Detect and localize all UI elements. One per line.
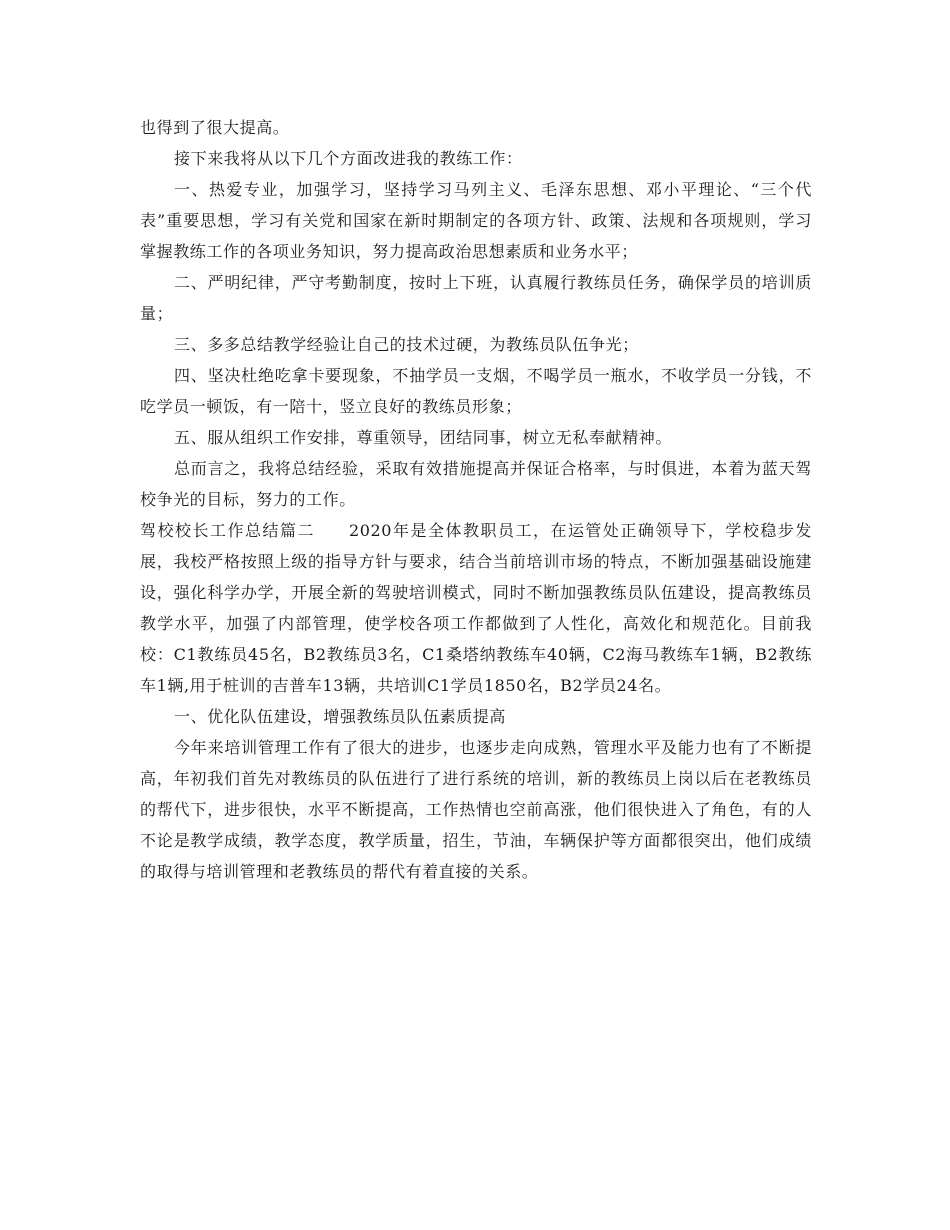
- paragraph-subheading-1: 一、优化队伍建设，增强教练员队伍素质提高: [174, 707, 507, 726]
- section-2-paragraph: [140, 515, 812, 701]
- document-body: [140, 112, 812, 887]
- section-2-heading: 驾校校长工作总结篇二: [140, 521, 315, 540]
- paragraph-intro-improvements: 接下来我将从以下几个方面改进我的教练工作：: [174, 149, 523, 168]
- paragraph-item-3: 三、多多总结教学经验让自己的技术过硬，为教练员队伍争光；: [174, 335, 639, 354]
- paragraph-item-4: 四、坚决杜绝吃拿卡要现象，不抽学员一支烟，不喝学员一瓶水，不收学员一分钱，不吃学员一顿饭，有一陪十，竖立良好的教练员形象；: [140, 366, 812, 416]
- paragraph-item-1: 一、热爱专业，加强学习，坚持学习马列主义、毛泽东思想、邓小平理论、“三个代表”重要思想，学习有关党和国家在新时期制定的各项方针、政策、法规和各项规则，学习掌握教练工作的各项业务知识，努力提高政治思想素质和业务水平；: [140, 180, 812, 261]
- paragraph-item-5: 五、服从组织工作安排，尊重领导，团结同事，树立无私奉献精神。: [174, 428, 673, 447]
- section-2-body: 2020年是全体教职员工，在运管处正确领导下，学校稳步发展，我校严格按照上级的指导方针与要求，结合当前培训市场的特点，不断加强基础设施建设，强化科学办学，开展全新的驾驶培训模式，同时不断加强教练员队伍建设，提高教练员教学水平，加强了内部管理，使学校各项工作都做到了人性化，高效化和规范化。目前我校：C1教练员45名，B2教练员3名，C1桑塔纳教练车40辆，C2海马教练车1辆，B2教练车1辆,用于桩训的吉普车13辆，共培训C1学员1850名，B2学员24名。: [140, 521, 812, 695]
- paragraph-continuation: 也得到了很大提高。: [140, 118, 290, 137]
- paragraph-conclusion: 总而言之，我将总结经验，采取有效措施提高并保证合格率，与时俱进，本着为蓝天驾校争光的目标，努力的工作。: [140, 459, 812, 509]
- paragraph-training-management: 今年来培训管理工作有了很大的进步，也逐步走向成熟，管理水平及能力也有了不断提高，年初我们首先对教练员的队伍进行了进行系统的培训，新的教练员上岗以后在老教练员的帮代下，进步很快，水平不断提高，工作热情也空前高涨，他们很快进入了角色，有的人不论是教学成绩，教学态度，教学质量，招生，节油，车辆保护等方面都很突出，他们成绩的取得与培训管理和老教练员的帮代有着直接的关系。: [140, 738, 812, 881]
- paragraph-item-2: 二、严明纪律，严守考勤制度，按时上下班，认真履行教练员任务，确保学员的培训质量；: [140, 273, 812, 323]
